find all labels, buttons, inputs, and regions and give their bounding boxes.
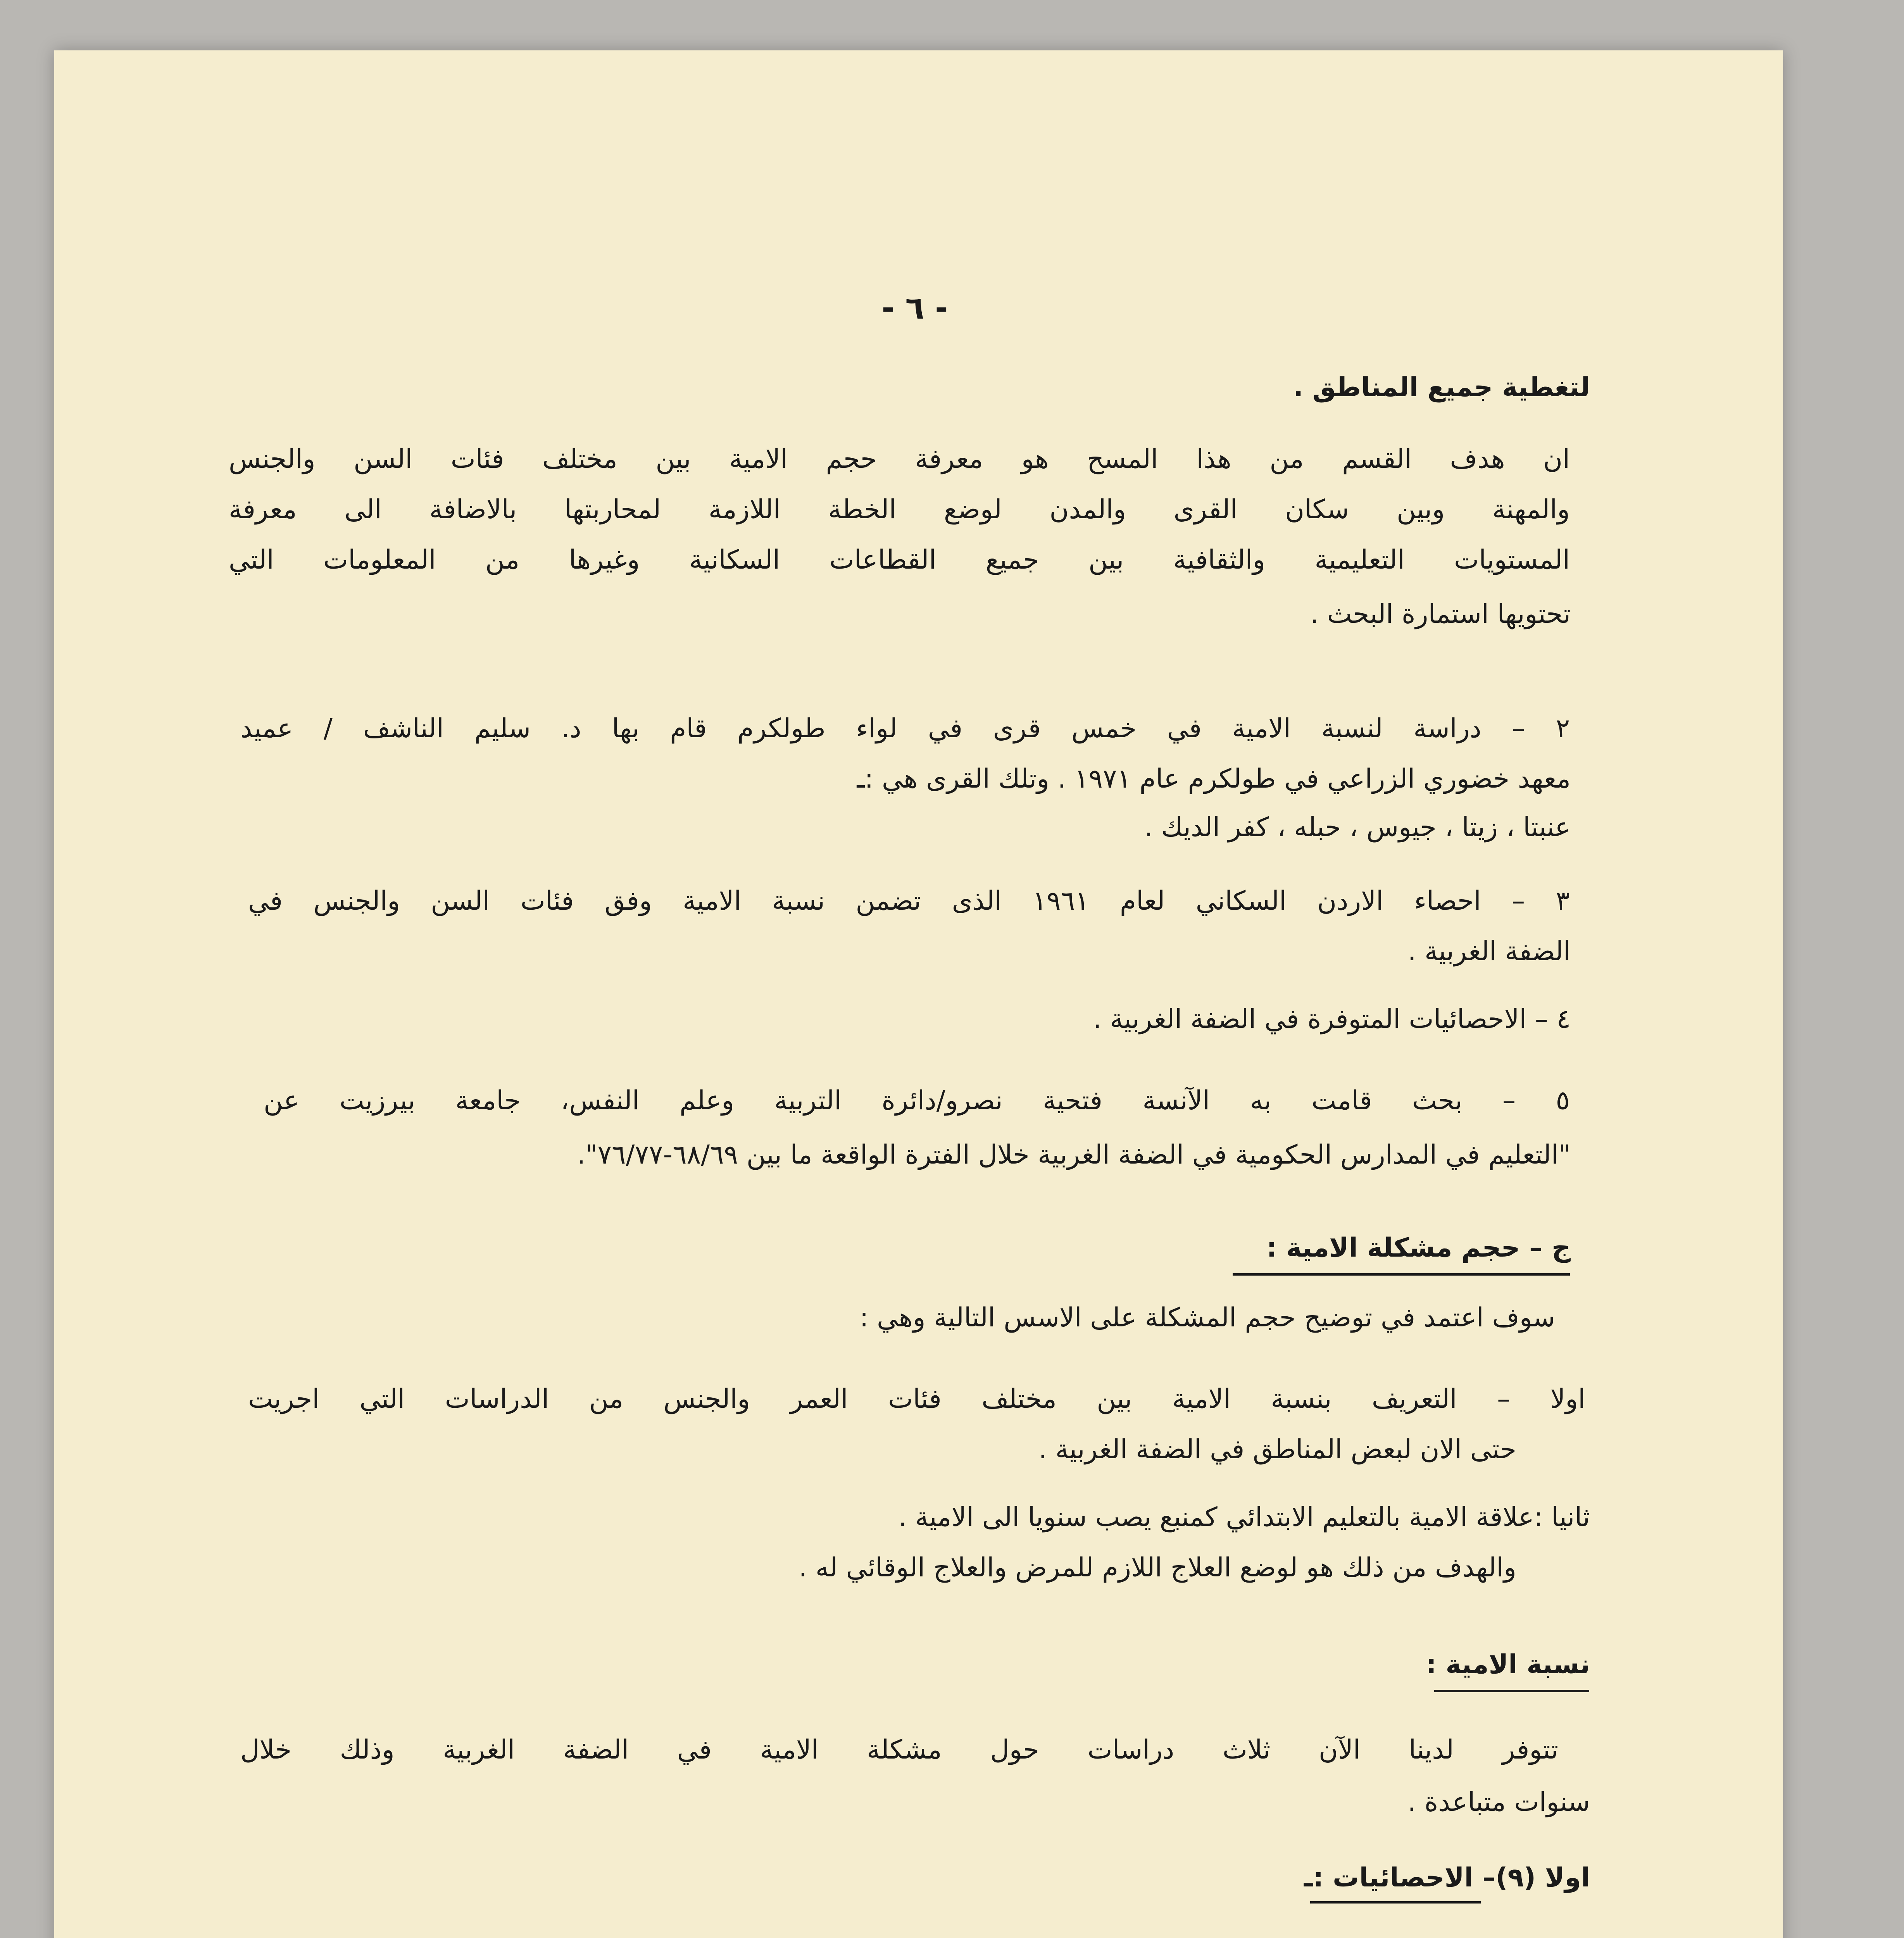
list-item-3: ٣ – احصاء الاردن السكاني لعام ١٩٦١ الذى تضمن نسبة الامية وفق فئات السن والجنس في [248, 886, 1570, 916]
list-item-4: ٤ – الاحصائيات المتوفرة في الضفة الغربية . [1093, 1004, 1571, 1035]
second-point: ثانيا :علاقة الامية بالتعليم الابتدائي كمنبع يصب سنويا الى الامية . [898, 1502, 1590, 1533]
page-number: - ٦ - [881, 290, 948, 326]
stats-heading: اولا (٩)– الاحصائيات :ـ [1304, 1862, 1590, 1893]
list-item-5-cont: "التعليم في المدارس الحكومية في الضفة الغربية خلال الفترة الواقعة ما بين ٦٨/٦٩-٧٦/٧٧". [577, 1140, 1571, 1170]
list-item-2: ٢ – دراسة لنسبة الامية في خمس قرى في لواء طولكرم قام بها د. سليم الناشف / عميد [240, 713, 1570, 744]
heading-underline [1434, 1690, 1589, 1692]
list-item-3-cont: الضفة الغربية . [1407, 936, 1571, 967]
first-point: اولا – التعريف بنسبة الامية بين مختلف فئات العمر والجنس من الدراسات التي اجريت [248, 1384, 1585, 1414]
paragraph-line: سنوات متباعدة . [1407, 1787, 1590, 1817]
list-item-2-cont: عنبتا ، زيتا ، جيوس ، حبله ، كفر الديك . [1144, 812, 1571, 843]
paragraph-line: سوف اعتمد في توضيح حجم المشكلة على الاسس التالية وهي : [859, 1302, 1555, 1333]
heading-underline [1310, 1901, 1481, 1904]
first-point-cont: حتى الان لبعض المناطق في الضفة الغربية . [1038, 1434, 1516, 1465]
paragraph-line: تتوفر لدينا الآن ثلاث دراسات حول مشكلة الامية في الضفة الغربية وذلك خلال [240, 1735, 1558, 1765]
list-item-5: ٥ – بحث قامت به الآنسة فتحية نصرو/دائرة التربية وعلم النفس، جامعة بيرزيت عن [264, 1085, 1570, 1116]
list-item-2-cont: معهد خضوري الزراعي في طولكرم عام ١٩٧١ . وتلك القرى هي :ـ [857, 764, 1571, 794]
rate-heading: نسبة الامية : [1426, 1649, 1590, 1680]
second-point-cont: والهدف من ذلك هو لوضع العلاج اللازم للمرض والعلاج الوقائي له . [799, 1552, 1516, 1583]
paragraph-line: المستويات التعليمية والثقافية بين جميع القطاعات السكانية وغيرها من المعلومات التي [229, 545, 1570, 575]
paragraph-line: تحتويها استمارة البحث . [1310, 599, 1571, 629]
intro-line: لتغطية جميع المناطق . [1293, 372, 1590, 403]
paragraph-line: والمهنة وبين سكان القرى والمدن لوضع الخطة اللازمة لمحاربتها بالاضافة الى معرفة [229, 494, 1570, 525]
heading-underline [1233, 1273, 1570, 1276]
paragraph-line: ان هدف القسم من هذا المسح هو معرفة حجم الامية بين مختلف فئات السن والجنس [229, 444, 1570, 474]
section-heading: ج – حجم مشكلة الامية : [1266, 1233, 1571, 1263]
